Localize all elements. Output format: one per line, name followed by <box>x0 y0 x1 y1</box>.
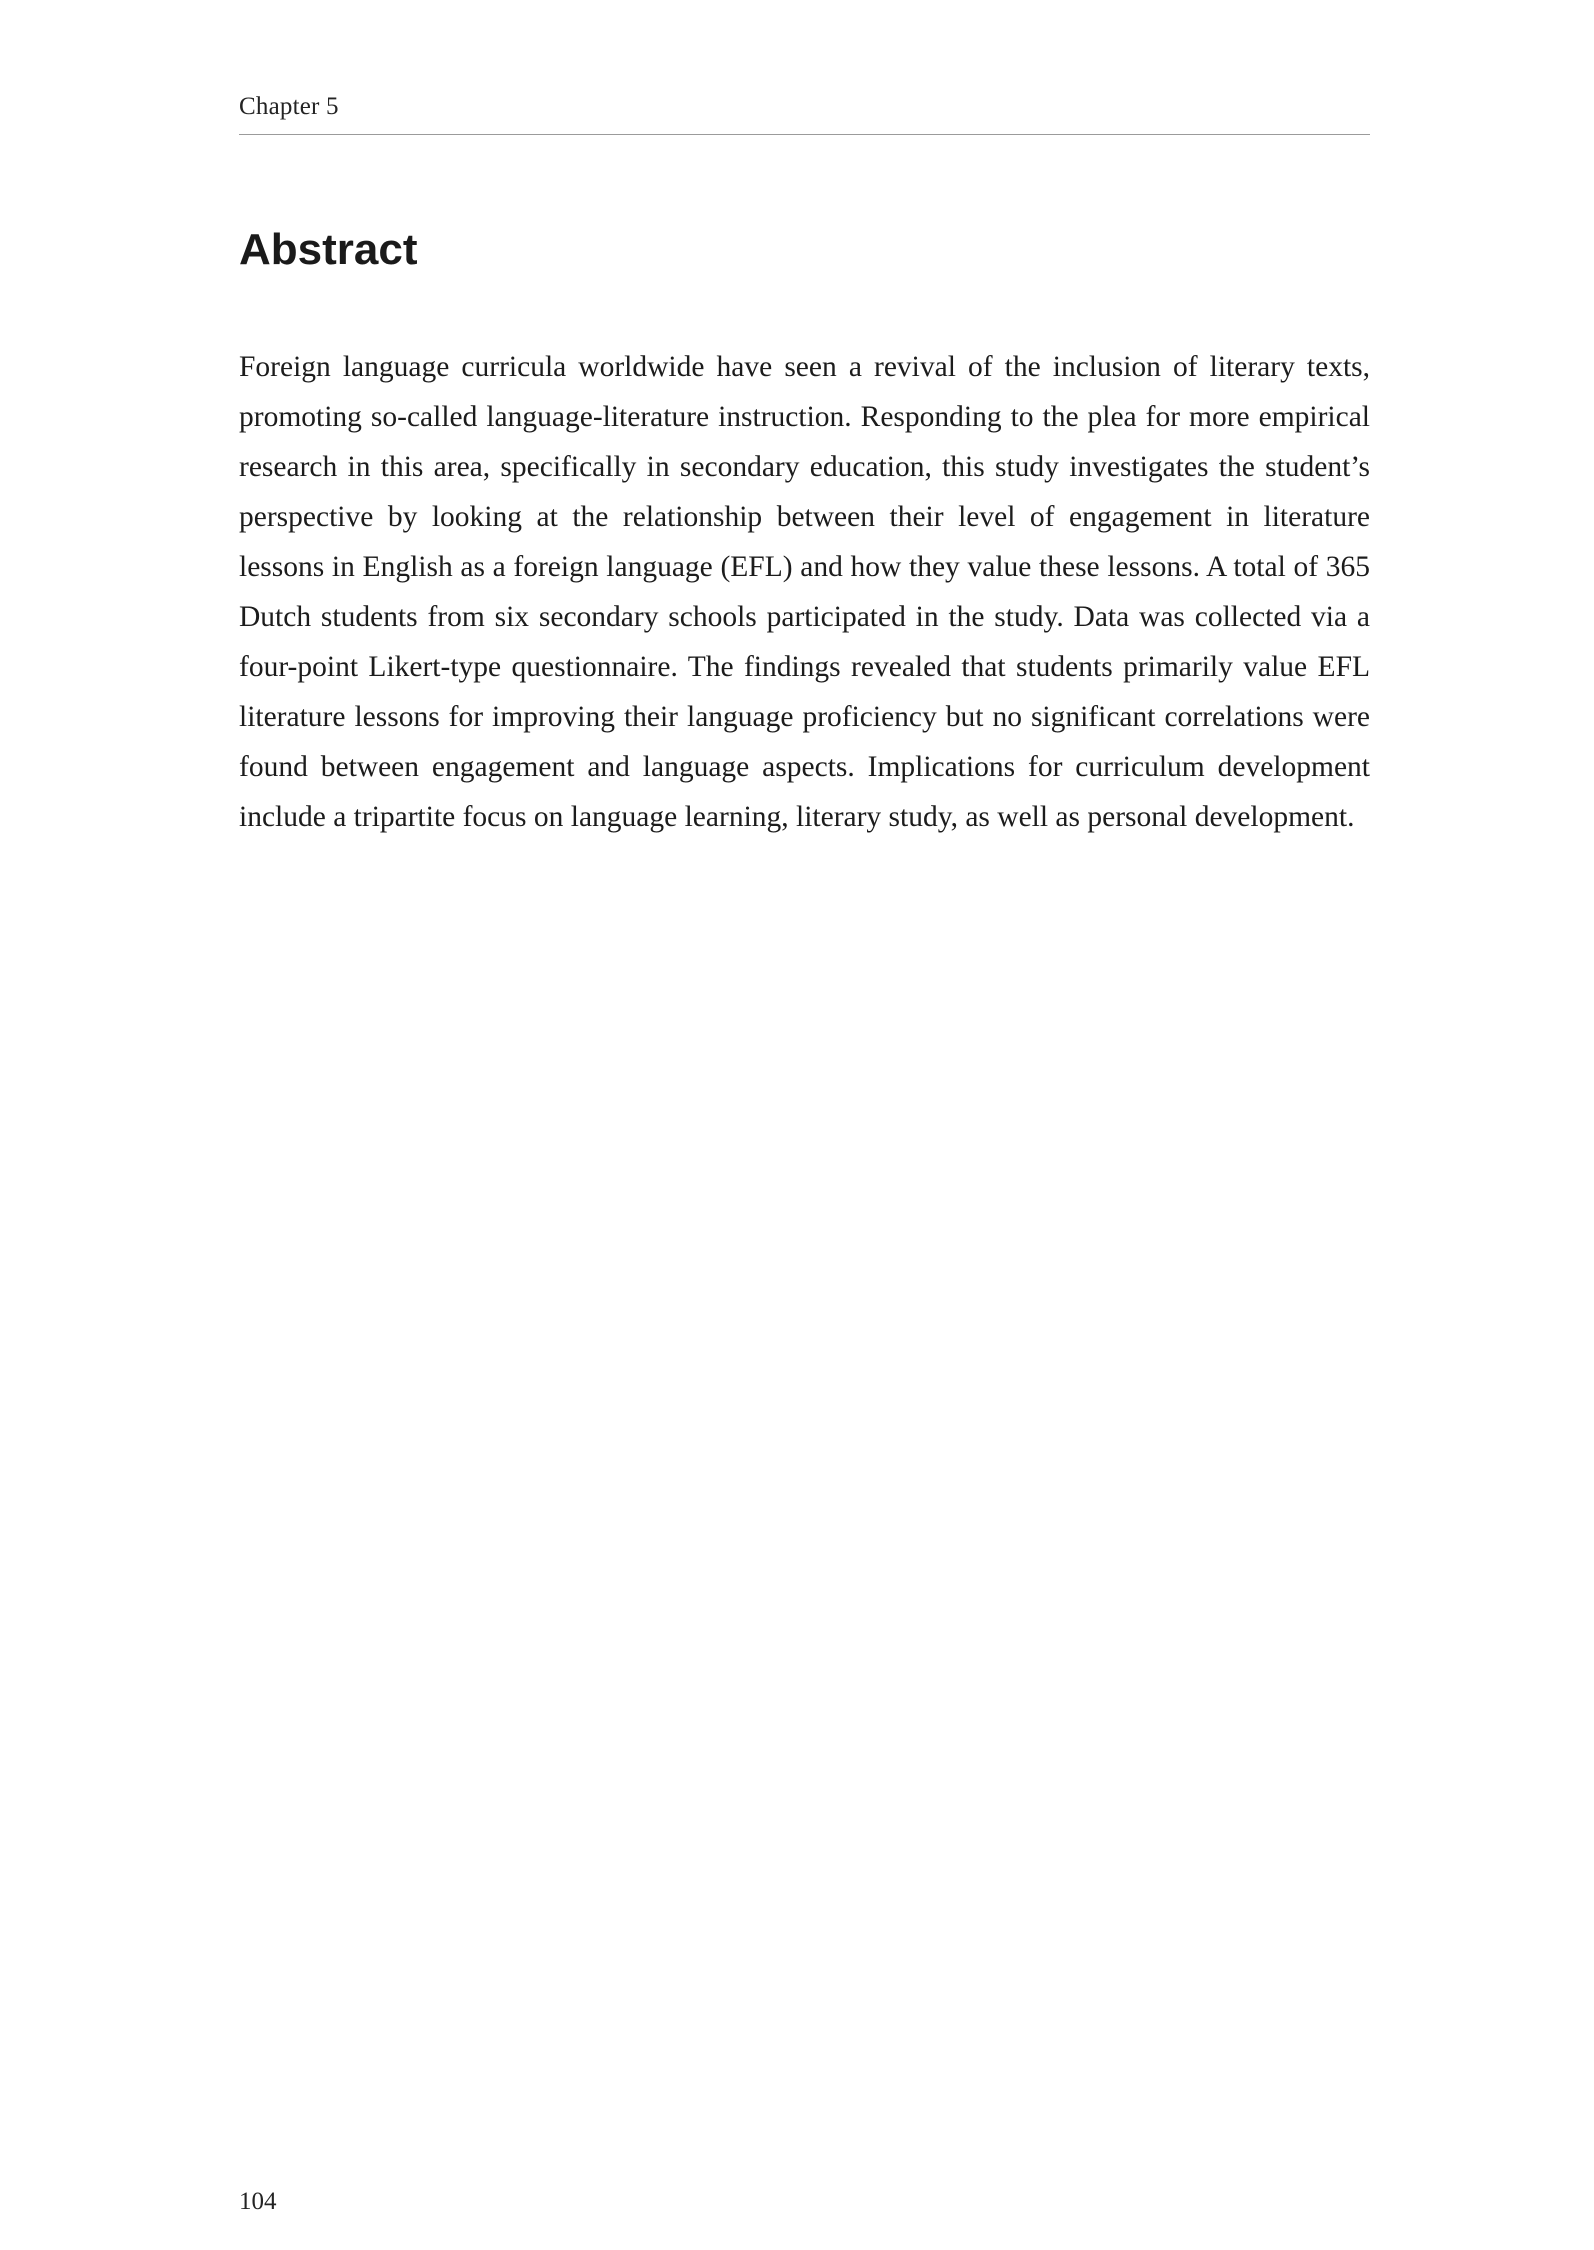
page-number: 104 <box>239 2188 277 2215</box>
header-rule <box>239 134 1370 135</box>
page-footer <box>239 2188 277 2216</box>
running-header <box>239 92 1370 135</box>
abstract-paragraph: Foreign language curricula worldwide have seen a revival of the inclusion of literary texts, promoting so-called language-literature instruction. Responding to the plea for more empirical research in this area, specifically in secondary education, this study investigates the student’s perspective by looking at the relationship between their level of engagement in literature lessons in English as a foreign language (EFL) and how they value these lessons. A total of 365 Dutch students from six secondary schools participated in the study. Data was collected via a four-point Likert-type questionnaire. The findings revealed that students primarily value EFL literature lessons for improving their language proficiency but no significant correlations were found between engagement and language aspects. Implications for curriculum development include a tripartite focus on language learning, literary study, as well as personal development. <box>239 351 1370 833</box>
section-heading: Abstract <box>239 225 418 274</box>
chapter-label: Chapter 5 <box>239 93 339 120</box>
page-content <box>239 224 1370 842</box>
